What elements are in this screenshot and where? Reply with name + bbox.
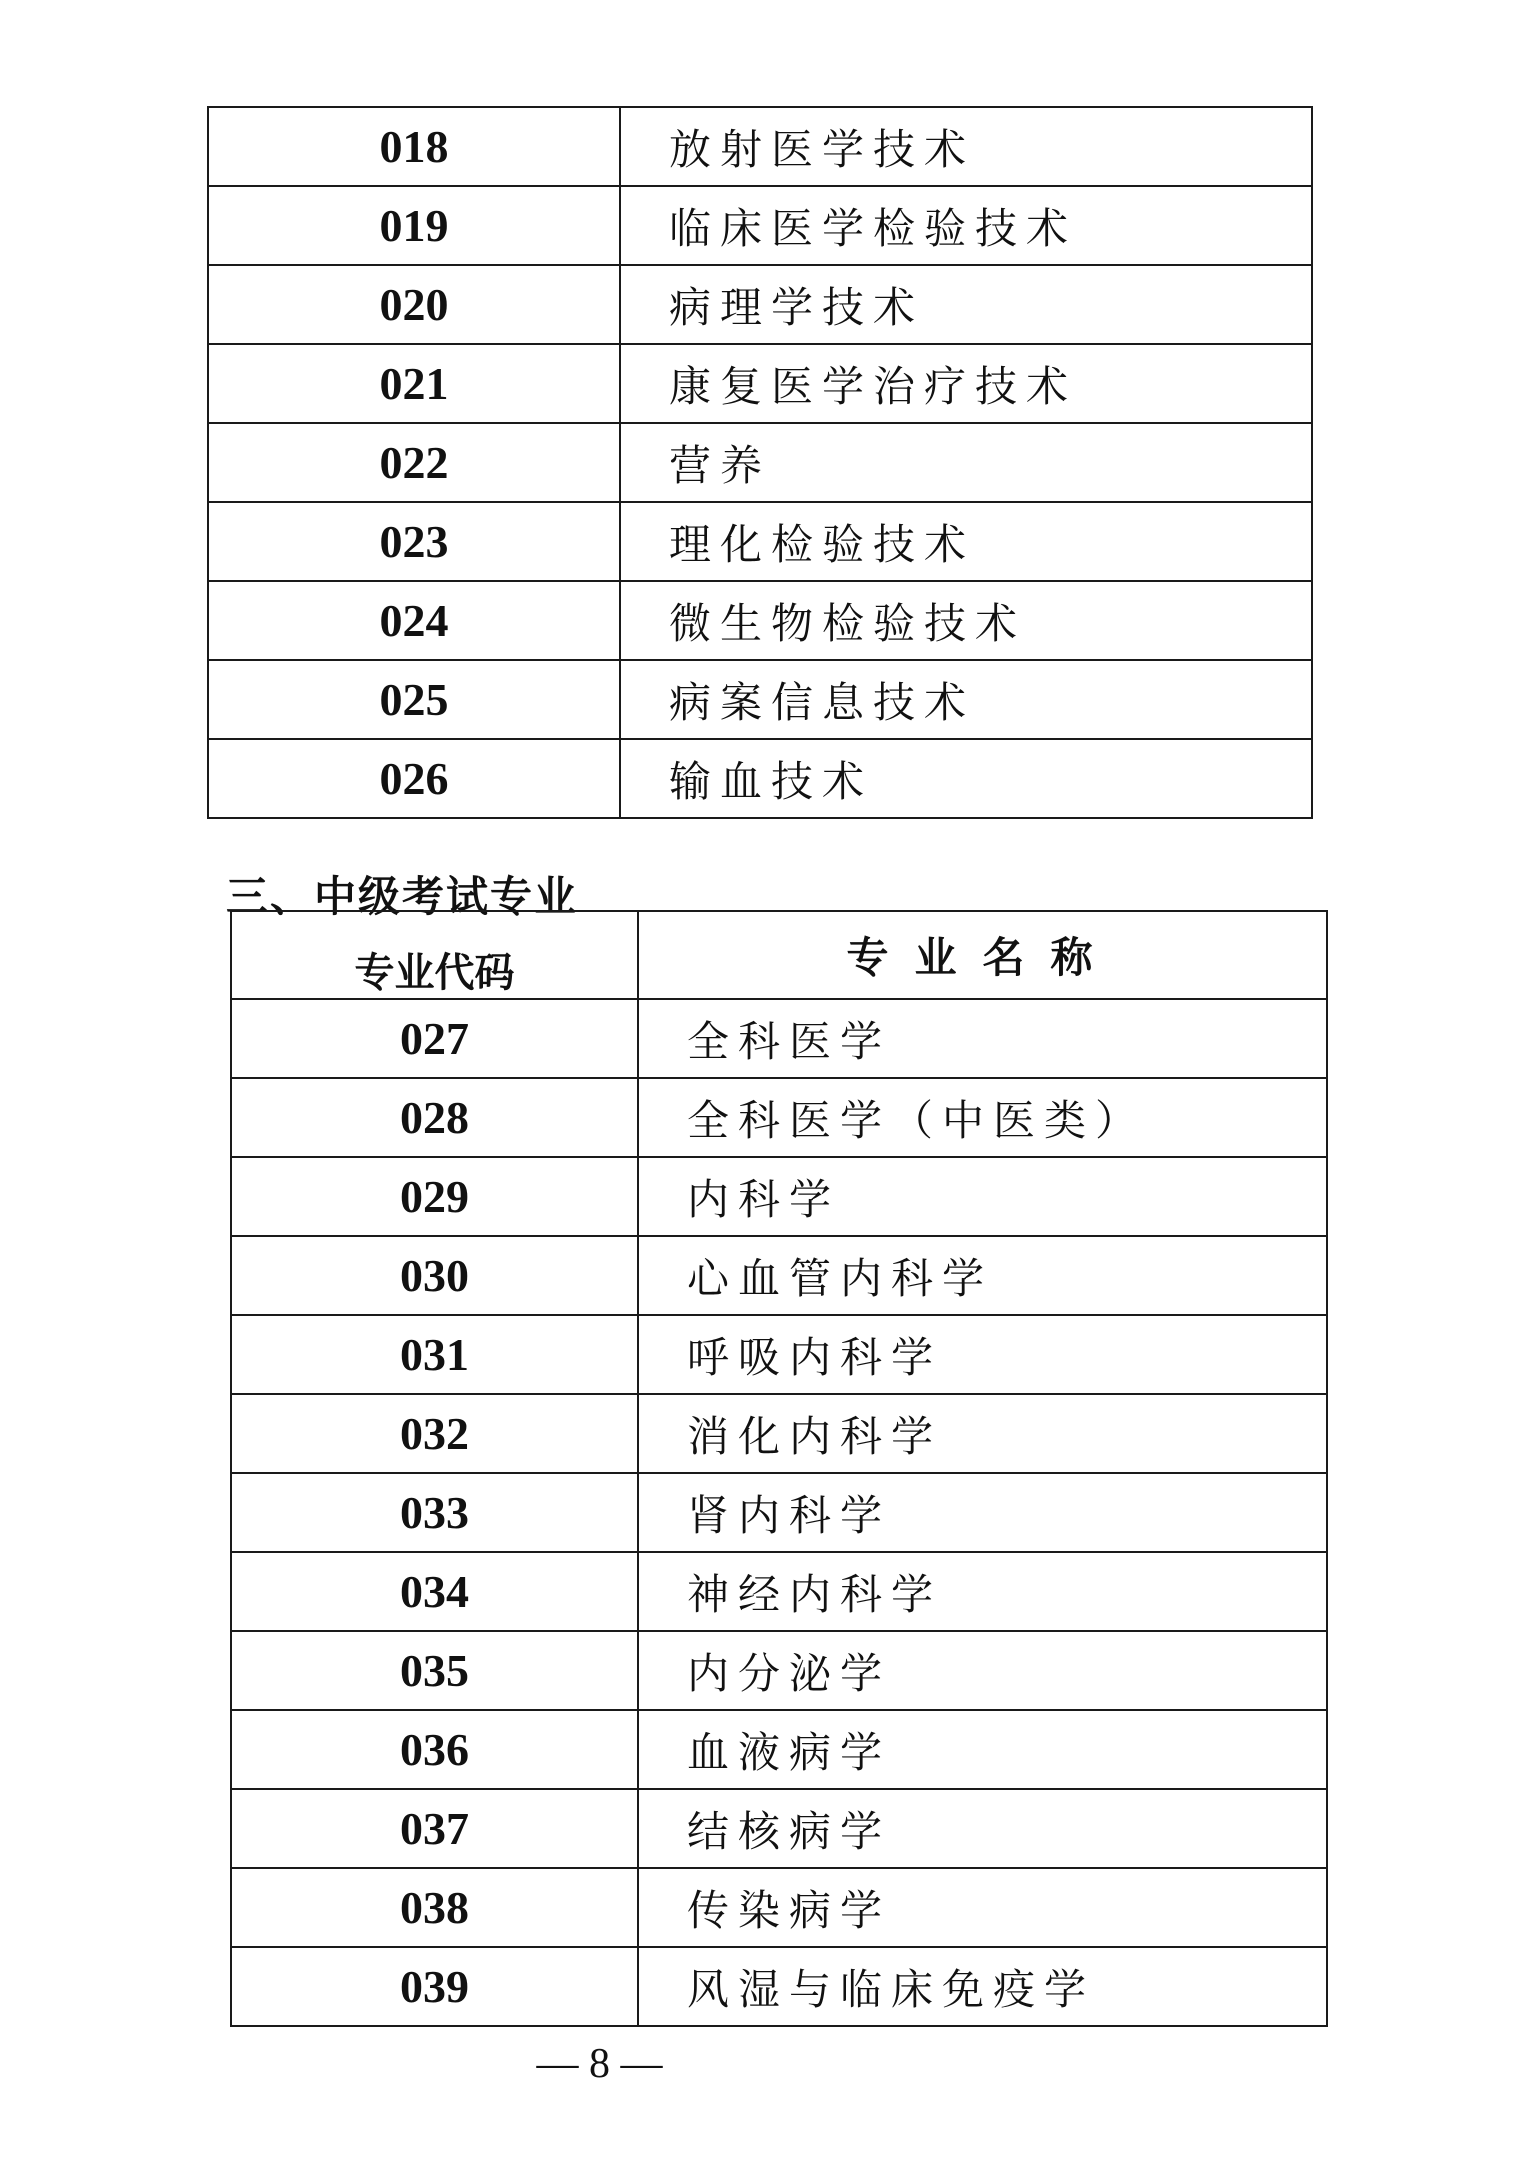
table-row [231,999,1327,1078]
section-title: 三、中级考试专业 [226,872,579,921]
table-row [231,1315,1327,1394]
page-number: — 8 — [536,2041,663,2087]
specialty-name: 风湿与临床免疫学 [638,1947,1327,2026]
specialty-name: 内分泌学 [638,1631,1327,1710]
table-row [231,1394,1327,1473]
table-row [208,502,1312,581]
specialty-name: 内科学 [638,1157,1327,1236]
specialty-name: 病案信息技术 [620,660,1312,739]
specialty-name: 全科医学 [638,999,1327,1078]
specialty-name: 心血管内科学 [638,1236,1327,1315]
specialty-code: 033 [231,1473,638,1552]
specialty-name: 病理学技术 [620,265,1312,344]
column-header-name: 专业名称 [638,911,1327,999]
specialty-code: 035 [231,1631,638,1710]
specialty-code: 024 [208,581,620,660]
table-row [231,1236,1327,1315]
table-row [208,423,1312,502]
table-header-row [231,911,1327,999]
specialty-code: 019 [208,186,620,265]
specialty-name: 肾内科学 [638,1473,1327,1552]
specialty-code: 039 [231,1947,638,2026]
specialty-name: 输血技术 [620,739,1312,818]
specialty-name: 消化内科学 [638,1394,1327,1473]
table-row [208,107,1312,186]
specialty-name: 神经内科学 [638,1552,1327,1631]
specialty-code: 027 [231,999,638,1078]
specialty-code: 038 [231,1868,638,1947]
table-row [208,186,1312,265]
table-row [231,1473,1327,1552]
specialty-code: 036 [231,1710,638,1789]
specialty-code: 030 [231,1236,638,1315]
specialty-name: 理化检验技术 [620,502,1312,581]
specialty-name: 全科医学（中医类） [638,1078,1327,1157]
table-row [231,1078,1327,1157]
specialty-code: 018 [208,107,620,186]
specialty-name: 微生物检验技术 [620,581,1312,660]
specialty-name: 传染病学 [638,1868,1327,1947]
specialty-code: 023 [208,502,620,581]
specialty-code: 026 [208,739,620,818]
specialty-code: 020 [208,265,620,344]
specialty-name: 结核病学 [638,1789,1327,1868]
specialty-name: 血液病学 [638,1710,1327,1789]
specialty-code: 029 [231,1157,638,1236]
table-row [231,1710,1327,1789]
table-row [208,581,1312,660]
table-row [231,1789,1327,1868]
table-row [208,739,1312,818]
specialty-code: 031 [231,1315,638,1394]
specialty-name: 呼吸内科学 [638,1315,1327,1394]
specialty-code: 028 [231,1078,638,1157]
column-header-code: 专业代码 [231,911,638,999]
table-row [231,1157,1327,1236]
specialty-name: 放射医学技术 [620,107,1312,186]
specialty-code: 032 [231,1394,638,1473]
table-row [231,1631,1327,1710]
specialty-name: 康复医学治疗技术 [620,344,1312,423]
specialty-code: 022 [208,423,620,502]
specialty-code: 025 [208,660,620,739]
table-row [208,344,1312,423]
specialty-table-continued [207,106,1313,819]
table-row [208,265,1312,344]
intermediate-exam-specialty-table [230,910,1328,2027]
table-row [231,1947,1327,2026]
specialty-name: 营养 [620,423,1312,502]
table-row [208,660,1312,739]
specialty-code: 021 [208,344,620,423]
table-row [231,1552,1327,1631]
table-row [231,1868,1327,1947]
specialty-code: 037 [231,1789,638,1868]
specialty-code: 034 [231,1552,638,1631]
specialty-name: 临床医学检验技术 [620,186,1312,265]
